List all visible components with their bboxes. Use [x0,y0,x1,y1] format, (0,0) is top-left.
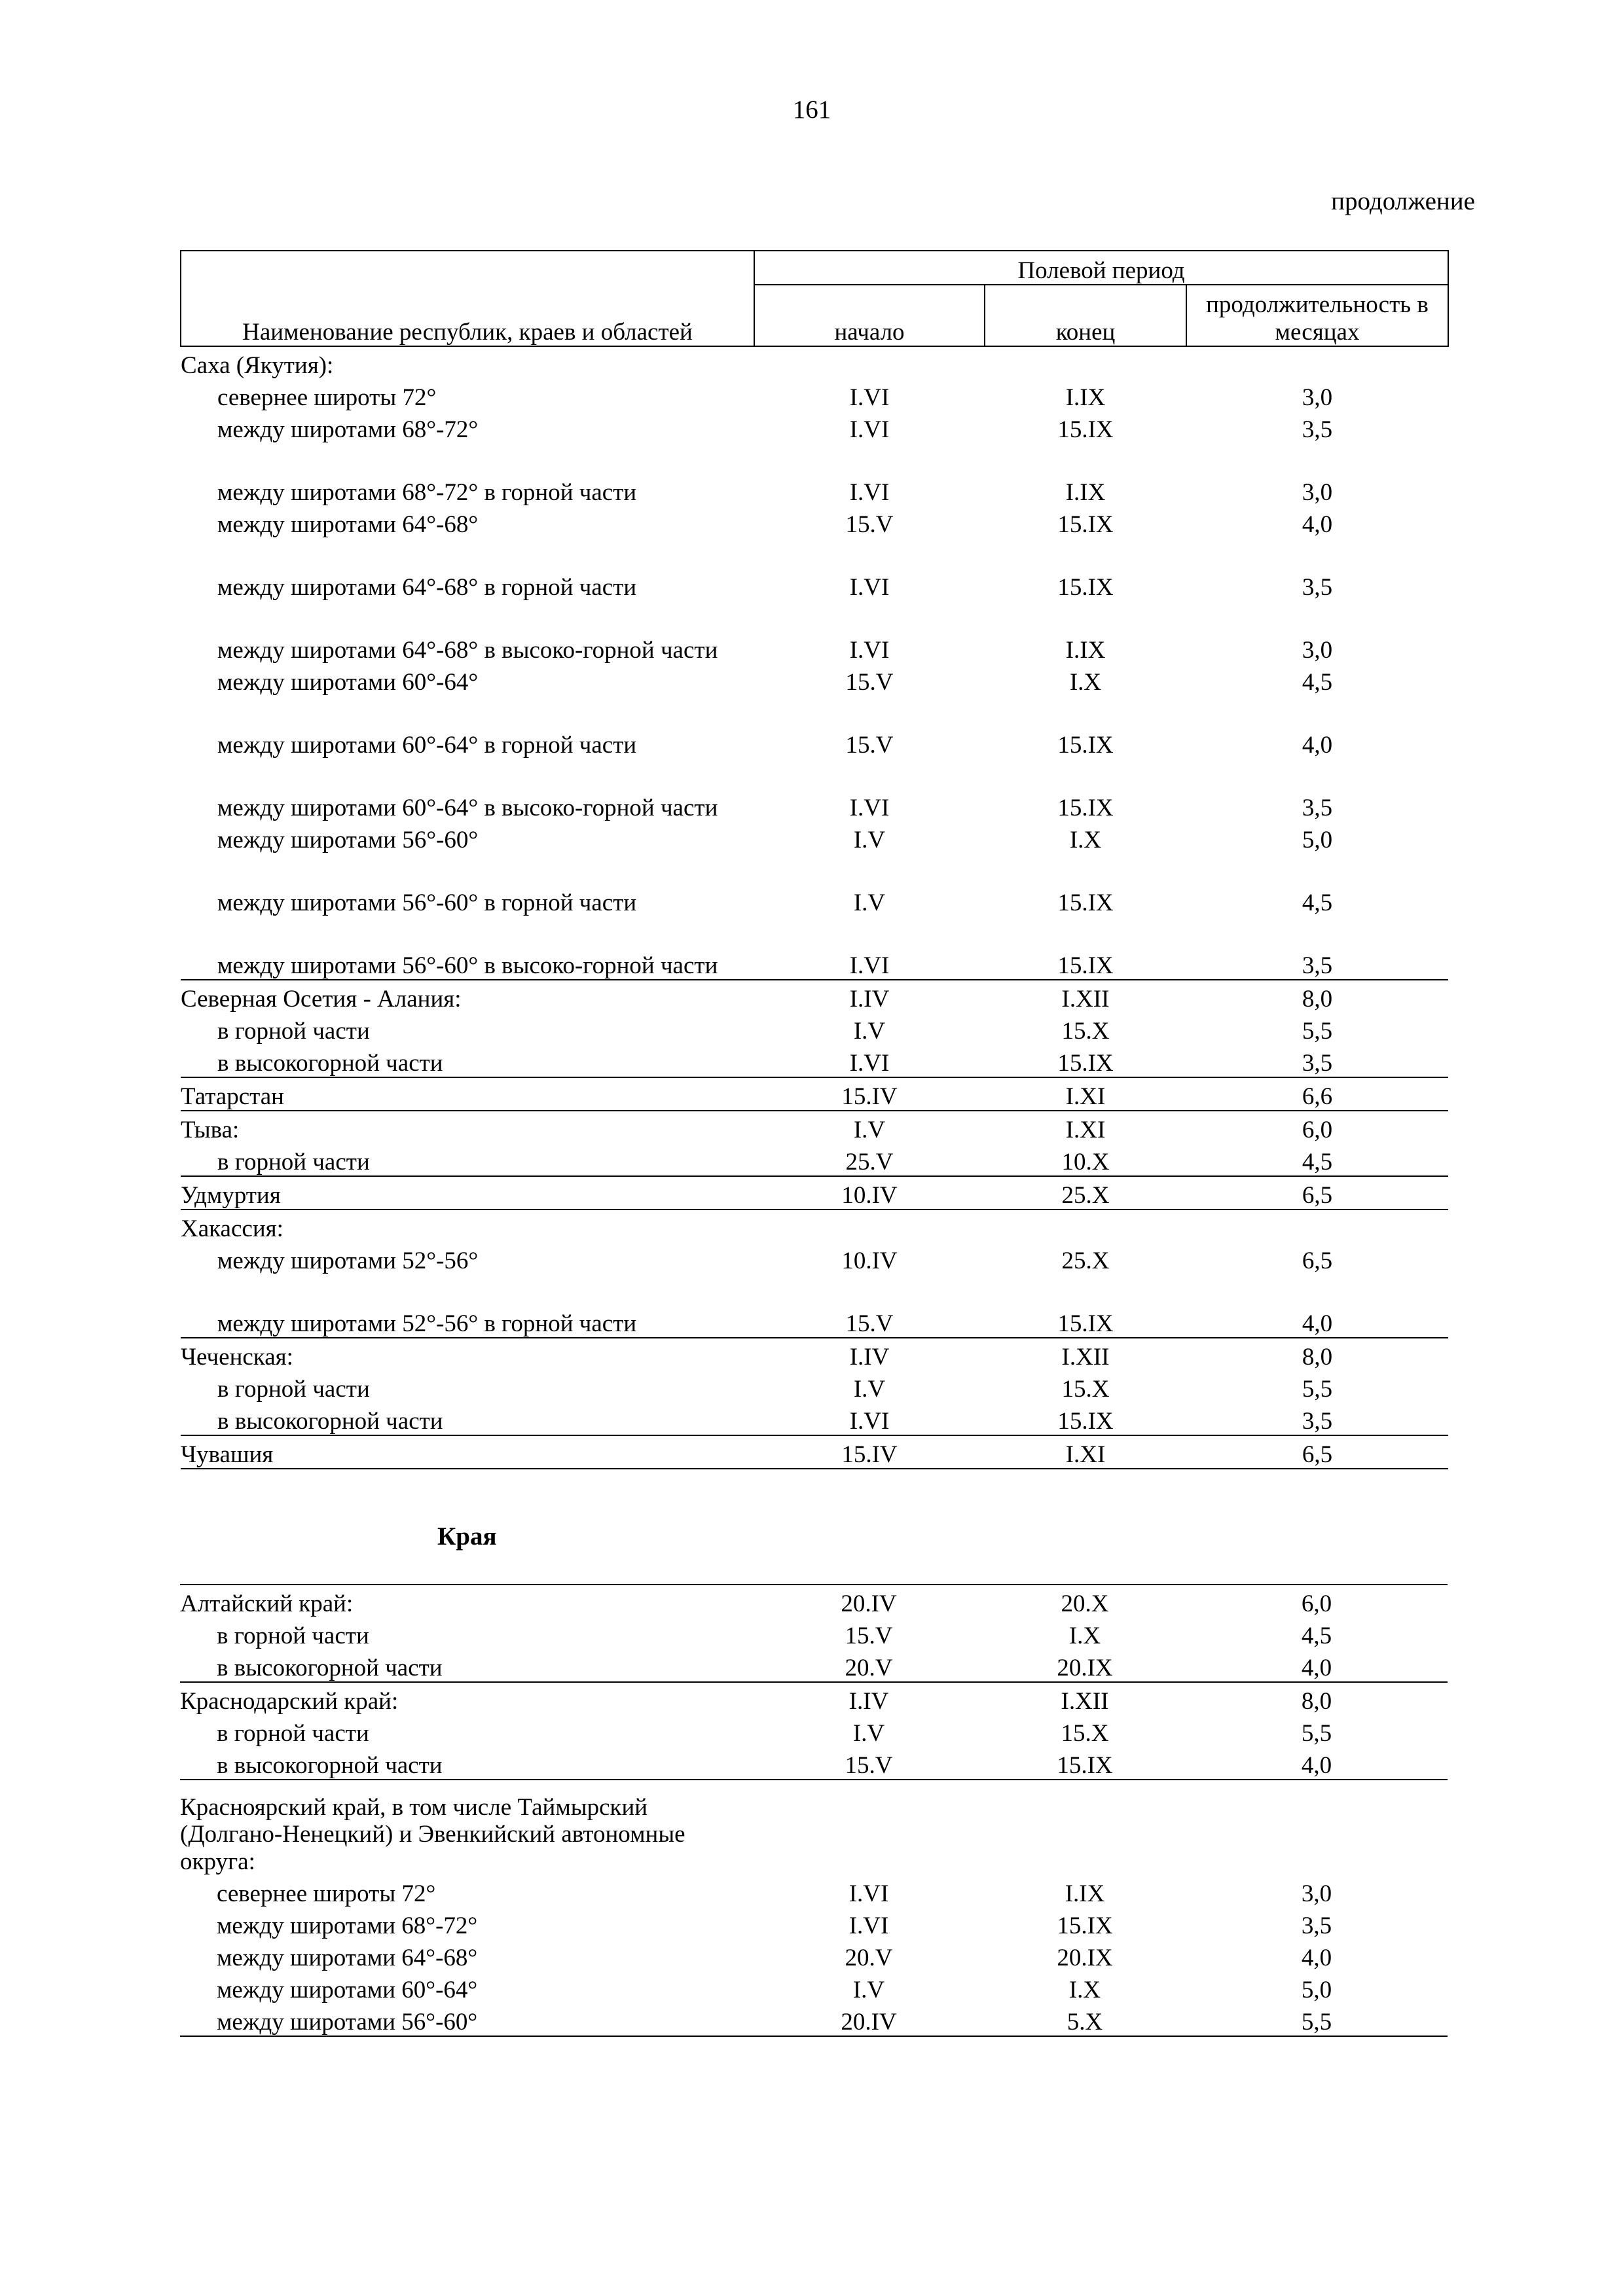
table-row [181,1143,1448,1176]
start-cell: I.IV [849,1343,890,1371]
duration-cell: 5,0 [1301,1976,1332,2003]
duration-cell: 3,5 [1301,1912,1332,1939]
region-label: между широтами 68°-72° [217,1912,478,1939]
table-row [180,1649,1448,1682]
end-cell: 15.IX [1057,889,1114,916]
table-row [180,1971,1448,2003]
region-label: в высокогорной части [180,1649,754,1682]
start-cell: I.VI [849,573,890,601]
region-label: между широтами 68°-72° в горной части [217,478,637,506]
duration-cell: 4,0 [1301,1944,1332,1971]
region-label: между широтами 56°-60° в горной части [217,889,637,916]
end-cell: 15.X [1061,1719,1109,1747]
end-cell: 10.X [985,1143,1186,1176]
region-label: между широтами 60°-64° в горной части [217,731,637,759]
table-row [181,1045,1448,1077]
start-cell [754,1210,985,1242]
region-label: Хакассия: [181,1215,283,1242]
start-cell: I.VI [754,1045,985,1077]
region-label: между широтами 60°-64° в высоко-горной части [217,794,718,821]
duration-cell: 4,0 [1302,731,1333,759]
duration-cell: 4,5 [1302,668,1333,696]
end-cell: I.X [1068,1976,1101,2003]
end-cell: 15.IX [1057,573,1114,601]
table-row [180,1875,1448,1907]
table-row [181,759,1448,821]
end-cell: I.XI [1065,1116,1106,1143]
table-row [181,1371,1448,1403]
end-cell: I.X [1069,826,1102,853]
start-cell: I.V [852,1719,885,1747]
end-cell: I.IX [1065,478,1106,506]
duration-cell: 6,0 [1302,1116,1333,1143]
end-cell: 15.IX [985,1274,1186,1338]
end-cell: 15.X [1061,1017,1110,1045]
table-row [181,1274,1448,1338]
table-row [180,1907,1448,1939]
start-cell: 20.IV [754,1585,984,1617]
table-row [181,506,1448,538]
duration-cell: 5,5 [1186,2003,1448,2036]
region-label: в горной части [217,1375,370,1403]
header-field-period: Полевой период [754,251,1448,285]
region-label: севернее широты 72° [217,1880,436,1907]
region-label: севернее широты 72° [217,384,437,411]
table-row [181,443,1448,506]
duration-cell: 6,5 [1186,1176,1448,1210]
republics-body [181,346,1448,1469]
end-cell: I.X [1068,1622,1101,1649]
end-cell: 15.IX [1057,511,1114,538]
continuation-label: продолжение [1331,187,1475,215]
end-cell: I.IX [1065,1880,1105,1907]
end-cell: 20.X [984,1585,1186,1617]
table-row [181,1077,1448,1111]
table-row [181,1210,1448,1242]
start-cell: I.VI [849,416,890,443]
krais-body [180,1585,1448,2036]
start-cell: 15.V [845,668,894,696]
start-cell: 15.V [845,1622,893,1649]
start-cell: I.V [853,1017,886,1045]
end-cell: I.XI [985,1435,1186,1469]
start-cell: I.VI [849,384,890,411]
table-row [180,1617,1448,1649]
end-cell: 15.IX [985,1403,1186,1435]
region-label: между широтами 52°-56° [217,1247,479,1274]
end-cell: 25.X [985,1176,1186,1210]
region-label: в горной части [217,1719,369,1747]
duration-cell: 4,0 [1186,1747,1448,1780]
end-cell: I.XII [1061,1687,1109,1715]
start-cell [754,346,985,379]
start-cell: I.VI [849,478,890,506]
region-label: Тыва: [181,1116,240,1143]
table-row [181,601,1448,664]
region-label: Чеченская: [181,1343,293,1371]
duration-cell: 6,6 [1186,1077,1448,1111]
duration-cell: 6,0 [1186,1585,1448,1617]
table-row [181,379,1448,411]
table-row [181,1176,1448,1210]
table-row [180,1715,1448,1747]
start-cell [754,1780,984,1875]
start-cell: I.IV [849,985,890,1013]
duration-cell: 4,5 [1301,1622,1332,1649]
end-cell: 15.IX [985,1045,1186,1077]
region-label: Алтайский край: [180,1585,754,1617]
start-cell: 15.V [754,1747,984,1780]
duration-cell: 6,5 [1302,1247,1333,1274]
region-label: в горной части [217,1622,369,1649]
region-label: в горной части [217,1017,370,1045]
region-label: между широтами 56°-60° [217,826,479,853]
table-row [180,1747,1448,1780]
region-label: Удмуртия [181,1176,754,1210]
region-label: Татарстан [181,1077,754,1111]
krais-table [180,1584,1448,2037]
start-cell: I.VI [849,636,890,664]
start-cell: 20.V [754,1649,984,1682]
end-cell: I.IX [1065,636,1106,664]
duration-cell: 3,0 [1302,384,1333,411]
table-row [180,1939,1448,1971]
table-row [180,1780,1448,1875]
region-label: между широтами 56°-60° в высоко-горной части [181,916,754,980]
start-cell: I.VI [754,1403,985,1435]
table-row [181,538,1448,601]
table-row [181,1242,1448,1274]
table-row [181,1013,1448,1045]
duration-cell: 5,5 [1301,1719,1332,1747]
end-cell: 15.IX [1057,731,1114,759]
duration-cell: 5,5 [1302,1375,1333,1403]
duration-cell: 3,0 [1302,478,1333,506]
start-cell: I.VI [754,916,985,980]
table-header [181,251,1448,346]
end-cell: 15.IX [985,916,1186,980]
table-row [180,2003,1448,2036]
table-row [181,411,1448,443]
region-label: Краснодарский край: [180,1687,399,1715]
end-cell: 20.IX [984,1649,1186,1682]
duration-cell: 5,0 [1302,826,1333,853]
duration-cell [1186,346,1448,379]
end-cell [984,1780,1186,1875]
table-row [181,1338,1448,1371]
duration-cell: 8,0 [1301,1687,1332,1715]
start-cell: 10.IV [841,1247,898,1274]
end-cell: 15.IX [1057,1912,1113,1939]
start-cell: 15.V [754,1274,985,1338]
duration-cell: 4,5 [1186,1143,1448,1176]
end-cell: 15.IX [1057,416,1114,443]
start-cell: 10.IV [754,1176,985,1210]
table-row [181,1435,1448,1469]
table-row [181,916,1448,980]
region-label: Северная Осетия - Алания: [181,985,462,1013]
end-cell: 20.IX [1057,1944,1113,1971]
duration-cell: 3,5 [1186,1403,1448,1435]
table-row [181,980,1448,1013]
header-name-column: Наименование республик, краев и областей [181,251,754,346]
region-label: между широтами 64°-68° [217,511,479,538]
table-row [181,821,1448,853]
end-cell: 15.IX [1057,794,1114,821]
duration-cell: 6,5 [1186,1435,1448,1469]
table-row [180,1585,1448,1617]
table-row [180,1682,1448,1715]
region-label: Красноярский край, в том числе Таймырский (Долгано-Ненецкий) и Эвенкийский автономные округа: [180,1793,685,1875]
duration-cell: 4,0 [1302,511,1333,538]
region-label: Саха (Якутия): [181,351,334,379]
start-cell: 15.V [845,731,894,759]
duration-cell: 3,5 [1302,794,1333,821]
field-period-table [180,250,1449,1469]
region-label: в высокогорной части [180,1747,754,1780]
end-cell [985,346,1186,379]
page-number: 161 [792,96,831,124]
table-row [181,696,1448,759]
region-label: между широтами 56°-60° [180,2003,754,2036]
start-cell: I.V [853,826,886,853]
duration-cell [1186,1780,1448,1875]
end-cell: 15.X [1061,1375,1110,1403]
end-cell: I.XII [1061,1343,1110,1371]
table-row [181,853,1448,916]
end-cell: 15.IX [984,1747,1186,1780]
duration-cell: 8,0 [1302,985,1333,1013]
duration-cell: 3,0 [1301,1880,1332,1907]
end-cell [985,1210,1186,1242]
duration-cell: 3,0 [1302,636,1333,664]
start-cell: I.V [852,1976,885,2003]
region-label: в высокогорной части [181,1045,754,1077]
start-cell: I.VI [848,1912,889,1939]
region-label: между широтами 64°-68° в горной части [217,573,637,601]
end-cell: 25.X [1061,1247,1110,1274]
start-cell: 20.IV [754,2003,984,2036]
duration-cell: 4,5 [1302,889,1333,916]
region-label: в горной части [181,1143,754,1176]
duration-cell: 3,5 [1186,916,1448,980]
header-duration: продолжительность в месяцах [1186,285,1448,346]
table-row [181,1403,1448,1435]
header-end: конец [985,285,1186,346]
duration-cell: 3,5 [1302,416,1333,443]
table-row [181,1111,1448,1143]
end-cell: I.IX [1065,384,1106,411]
start-cell: 15.V [845,511,894,538]
duration-cell: 5,5 [1302,1017,1333,1045]
end-cell: 5.X [984,2003,1186,2036]
start-cell: I.IV [848,1687,889,1715]
header-start: начало [754,285,985,346]
start-cell: 25.V [754,1143,985,1176]
start-cell: I.V [853,1375,886,1403]
region-label: между широтами 52°-56° в горной части [181,1274,754,1338]
section-title-krais: Края [437,1522,497,1551]
end-cell: I.XI [985,1077,1186,1111]
region-label: между широтами 64°-68° [217,1944,478,1971]
start-cell: 20.V [845,1944,893,1971]
end-cell: I.XII [1061,985,1110,1013]
table-row [181,346,1448,379]
start-cell: I.VI [848,1880,889,1907]
duration-cell: 4,0 [1186,1649,1448,1682]
start-cell: I.VI [849,794,890,821]
region-label: между широтами 68°-72° [217,416,479,443]
duration-cell: 4,0 [1186,1274,1448,1338]
region-label: в высокогорной части [181,1403,754,1435]
duration-cell: 3,5 [1186,1045,1448,1077]
duration-cell: 8,0 [1302,1343,1333,1371]
region-label: Чувашия [181,1435,754,1469]
duration-cell: 3,5 [1302,573,1333,601]
start-cell: 15.IV [754,1435,985,1469]
start-cell: I.V [853,889,886,916]
start-cell: I.V [853,1116,886,1143]
start-cell: 15.IV [754,1077,985,1111]
end-cell: I.X [1069,668,1102,696]
region-label: между широтами 60°-64° [217,668,479,696]
table-row [181,664,1448,696]
duration-cell [1186,1210,1448,1242]
region-label: между широтами 60°-64° [217,1976,478,2003]
region-label: между широтами 64°-68° в высоко-горной части [217,636,718,664]
